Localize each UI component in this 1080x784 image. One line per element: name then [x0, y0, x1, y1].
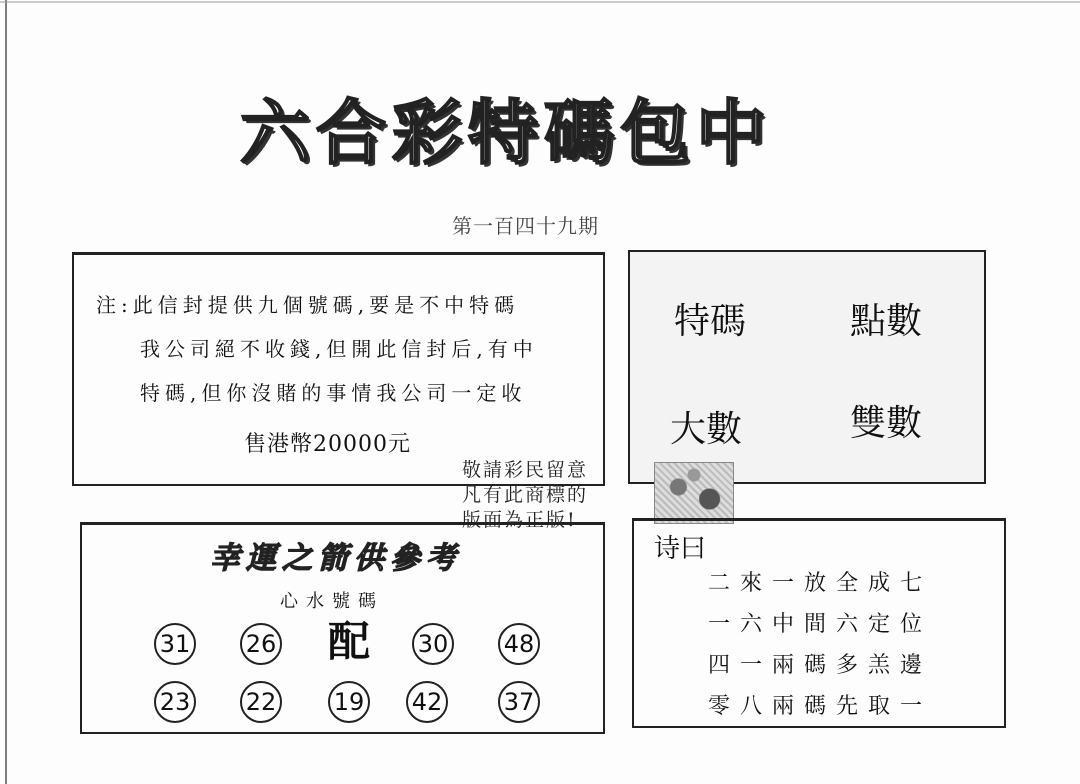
page-title: 六合彩特碼包中 — [240, 92, 772, 174]
number-ball: 31 — [154, 623, 196, 665]
notice-box — [72, 252, 605, 486]
category-points: 點數 — [850, 301, 923, 342]
category-special-number: 特碼 — [674, 301, 747, 342]
number-ball: 26 — [240, 623, 282, 665]
notice-line: 注:此信封提供九個號碼,要是不中特碼 — [96, 293, 520, 317]
number-ball: 19 — [328, 681, 370, 723]
category-even-number: 雙數 — [850, 403, 923, 444]
trademark-line: 敬請彩民留意 — [462, 459, 589, 481]
number-ball: 23 — [154, 681, 196, 723]
poem-line: 二來一放全成七 — [708, 571, 933, 596]
number-ball: 22 — [240, 681, 282, 723]
poem-line: 零八兩碼先取一 — [708, 694, 933, 719]
notice-line: 我公司絕不收錢,但開此信封后,有中 — [140, 337, 538, 361]
notice-line: 特碼,但你沒賭的事情我公司一定收 — [140, 381, 527, 405]
notice-text — [96, 283, 593, 415]
number-ball: 37 — [498, 681, 540, 723]
category-box — [628, 250, 986, 484]
number-ball: 30 — [412, 623, 454, 665]
poem-heading: 诗曰 — [654, 534, 707, 564]
lucky-numbers-box — [80, 522, 605, 734]
trademark-line: 凡有此商標的 — [462, 484, 589, 506]
lucky-subtitle: 心水號碼 — [280, 591, 384, 612]
trademark-logo — [654, 462, 734, 524]
pair-label: 配 — [328, 617, 371, 666]
poem-line: 四一兩碼多羔邊 — [708, 653, 933, 678]
poem-text — [708, 563, 932, 727]
category-big-number: 大數 — [670, 409, 743, 450]
poem-line: 一六中間六定位 — [708, 612, 933, 637]
trademark-line: 版面為正版! — [462, 509, 577, 531]
issue-number: 第一百四十九期 — [452, 214, 599, 238]
number-ball: 48 — [498, 623, 540, 665]
poem-box — [632, 518, 1006, 728]
lucky-title: 幸運之箭供參考 — [210, 541, 462, 576]
price-text: 售港幣20000元 — [244, 432, 411, 457]
number-ball: 42 — [406, 681, 448, 723]
